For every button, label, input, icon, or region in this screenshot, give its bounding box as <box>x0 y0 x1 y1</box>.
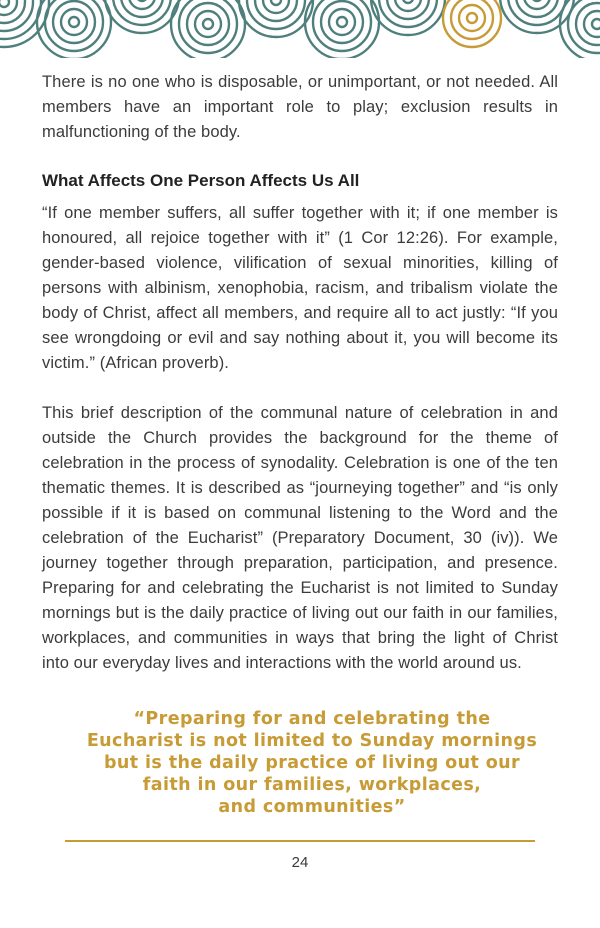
body-paragraph: “If one member suffers, all suffer together with it; if one member is honoured, all rejoice together with it” (1 Cor 12:26). For example, gender-based violence, vilification of sexual minorities, killing of persons with albinism, xenophobia, racism, and tribalism violate the body of Christ, affect all members, and require all to act justly: “If you see wrongdoing or evil and say nothing about it, you will become its victim.” (African proverb). <box>42 204 558 372</box>
pull-quote-line: but is the daily practice of living out our <box>103 753 521 773</box>
page-number: 24 <box>291 854 309 871</box>
pull-quote-line: faith in our families, workplaces, <box>142 775 482 795</box>
body-paragraph: This brief description of the communal nature of celebration in and outside the Church provides the background for the theme of celebration in the process of synodality. Celebration is one of the ten thematic themes. It is described as “journeying together” and “is only possible if it is based on communal listening to the Word and the celebration of the Eucharist” (Preparatory Document, 30 (iv)). We journey together through preparation, participation, and presence. Preparing for and celebrating the Eucharist is not limited to Sunday mornings but is the daily practice of living out our faith in our families, workplaces, and communities in ways that bring the light of Christ into our everyday lives and interactions with the world around us. <box>42 404 558 672</box>
pull-quote-line: “Preparing for and celebrating the <box>133 709 491 729</box>
concentric-circles-decoration <box>0 0 600 58</box>
pull-quote <box>66 708 558 818</box>
body-paragraph: There is no one who is disposable, or unimportant, or not needed. All members have an important role to play; exclusion results in malfunctioning of the body. <box>42 73 558 141</box>
page-content <box>0 58 600 871</box>
section-heading: What Affects One Person Affects Us All <box>42 171 360 190</box>
pull-quote-line: and communities” <box>218 797 406 817</box>
footer-divider <box>65 840 535 842</box>
pull-quote-line: Eucharist is not limited to Sunday mornings <box>86 731 538 751</box>
